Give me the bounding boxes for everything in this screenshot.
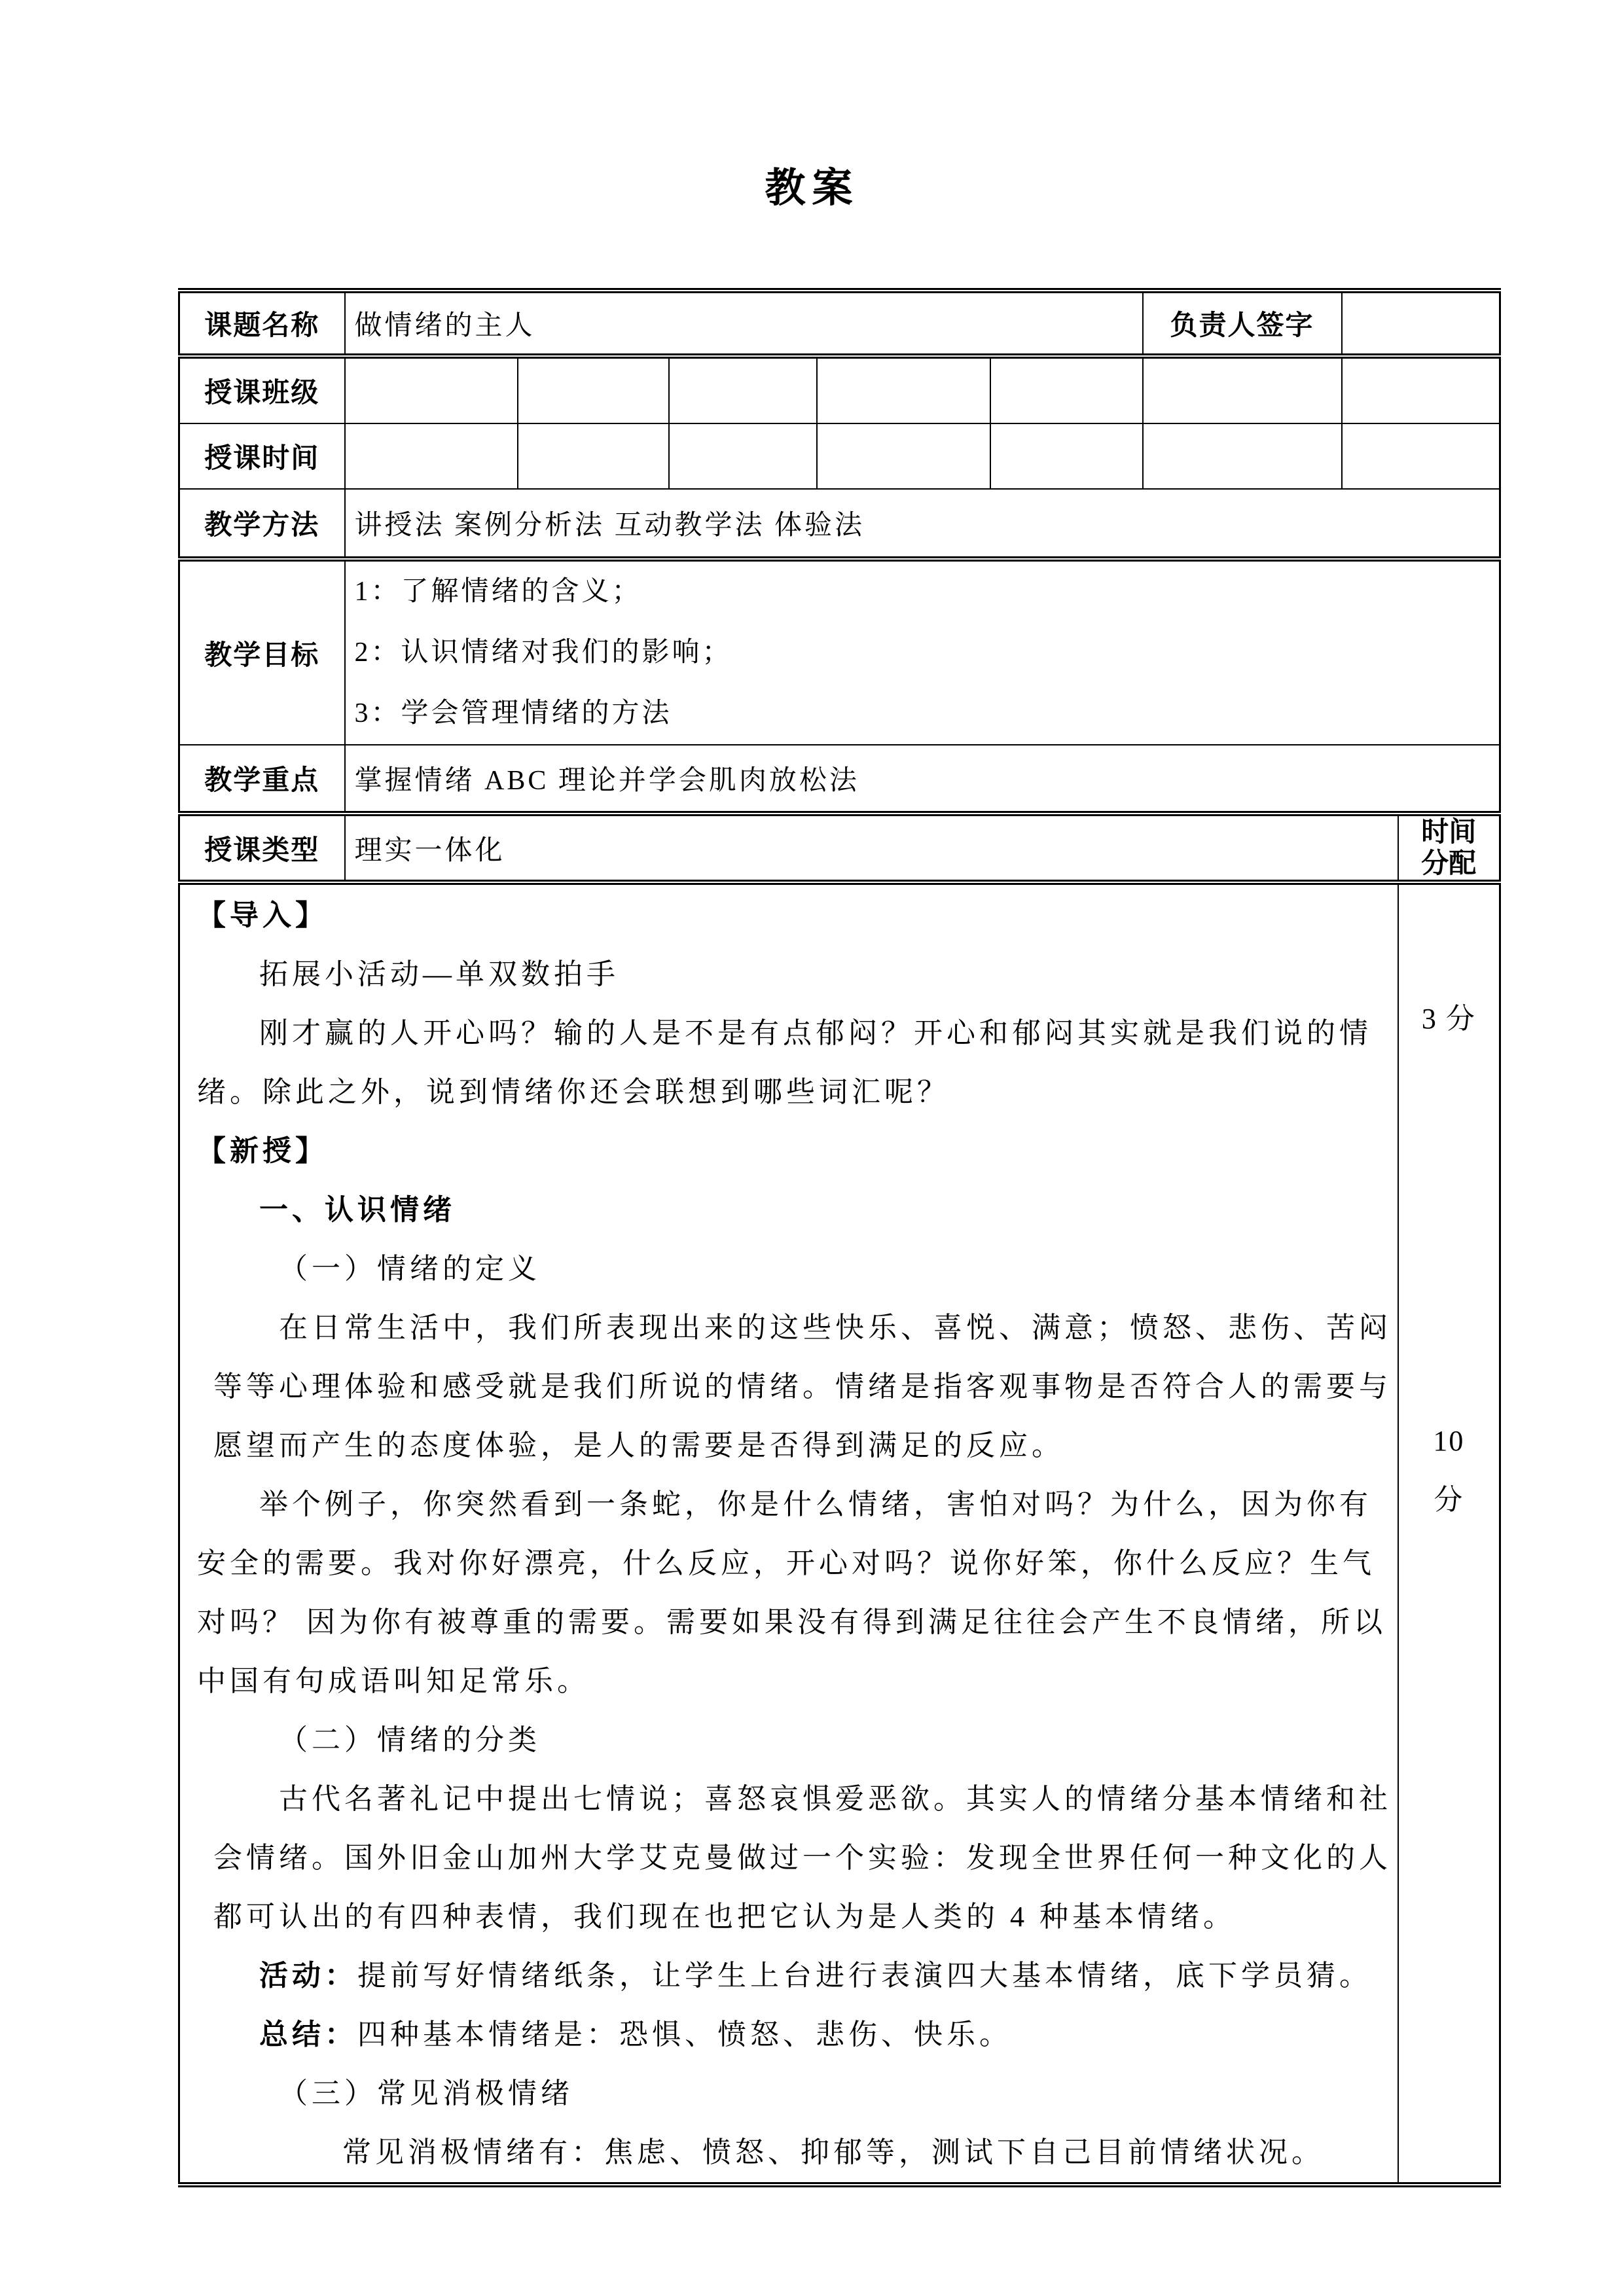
lecture-time-cell — [817, 423, 990, 489]
objective-line: 3：学会管理情绪的方法 — [354, 698, 672, 728]
class-cell — [345, 356, 518, 423]
content-area — [179, 882, 1398, 2185]
lecture-time-cell — [1342, 423, 1500, 489]
row-lecture-type — [179, 814, 1500, 882]
content-line: 古代名著礼记中提出七情说；喜怒哀惧爱恶欲。其实人的情绪分基本情绪和社 — [279, 1783, 1392, 1815]
content-line: 拓展小活动—单双数拍手 — [259, 958, 619, 990]
lesson-info-table — [178, 288, 1501, 2187]
content-line: 总结：四种基本情绪是：恐惧、愤怒、悲伤、快乐。 — [259, 2018, 1012, 2051]
class-cell — [1143, 356, 1342, 423]
content-line: 绪。除此之外，说到情绪你还会联想到哪些词汇呢？ — [197, 1076, 950, 1108]
page-title: 教案 — [765, 166, 859, 211]
content-line: 都可认出的有四种表情，我们现在也把它认为是人类的 4 种基本情绪。 — [213, 1901, 1236, 1933]
row-teaching-focus — [179, 745, 1500, 814]
content-line: 在日常生活中，我们所表现出来的这些快乐、喜悦、满意；愤怒、悲伤、苦闷 — [279, 1312, 1392, 1344]
row-lesson-content — [179, 882, 1500, 2185]
class-label: 授课班级 — [179, 356, 345, 423]
teaching-focus-label: 教学重点 — [179, 745, 345, 814]
class-cell — [1342, 356, 1500, 423]
class-cell — [518, 356, 669, 423]
class-cell — [669, 356, 817, 423]
signer-value-cell — [1342, 291, 1500, 356]
time-note-10min: 10 分 — [1433, 1425, 1465, 1516]
content-line: （三）常见消极情绪 — [279, 2077, 573, 2109]
lecture-time-cell — [1143, 423, 1342, 489]
content-line: 刚才赢的人开心吗？输的人是不是有点郁闷？开心和郁闷其实就是我们说的情 — [259, 1017, 1372, 1049]
content-line: 【新授】 — [197, 1135, 328, 1167]
time-allocation-header: 时间 分配 — [1398, 814, 1500, 882]
content-line: 中国有句成语叫知足常乐。 — [197, 1665, 590, 1697]
course-name-value: 做情绪的主人 — [345, 291, 1143, 356]
lecture-time-cell — [518, 423, 669, 489]
teaching-objective-value — [345, 559, 1500, 745]
signer-label: 负责人签字 — [1143, 291, 1342, 356]
content-line: 常见消极情绪有：焦虑、愤怒、抑郁等，测试下自己目前情绪状况。 — [342, 2136, 1324, 2168]
row-class — [179, 356, 1500, 423]
objective-line: 2：认识情绪对我们的影响； — [354, 637, 732, 668]
content-line: 等等心理体验和感受就是我们所说的情绪。情绪是指客观事物是否符合人的需要与 — [213, 1371, 1392, 1403]
teaching-objective-label: 教学目标 — [179, 559, 345, 745]
class-cell — [817, 356, 990, 423]
content-line: 一、认识情绪 — [259, 1194, 456, 1226]
content-line: 安全的需要。我对你好漂亮，什么反应，开心对吗？说你好笨，你什么反应？生气 — [197, 1547, 1375, 1579]
content-line: （一）情绪的定义 — [279, 1253, 541, 1285]
content-line: 会情绪。国外旧金山加州大学艾克曼做过一个实验：发现全世界任何一种文化的人 — [213, 1842, 1392, 1874]
teaching-method-value: 讲授法 案例分析法 互动教学法 体验法 — [345, 489, 1500, 559]
content-line: 对吗？ 因为你有被尊重的需要。需要如果没有得到满足往往会产生不良情绪，所以 — [197, 1606, 1386, 1638]
row-lecture-time — [179, 423, 1500, 489]
row-course-name — [179, 291, 1500, 356]
row-teaching-objective — [179, 559, 1500, 745]
content-line: 愿望而产生的态度体验，是人的需要是否得到满足的反应。 — [213, 1429, 1064, 1462]
content-line: 【导入】 — [197, 899, 328, 931]
lecture-time-cell — [669, 423, 817, 489]
time-note-3min: 3 分 — [1421, 1003, 1476, 1035]
time-allocation-column — [1398, 882, 1500, 2185]
lecture-time-label: 授课时间 — [179, 423, 345, 489]
content-line: 举个例子，你突然看到一条蛇，你是什么情绪，害怕对吗？为什么，因为你有 — [259, 1488, 1372, 1520]
class-cell — [990, 356, 1143, 423]
lecture-type-value: 理实一体化 — [345, 814, 1398, 882]
content-line: 活动：提前写好情绪纸条，让学生上台进行表演四大基本情绪，底下学员猜。 — [259, 1960, 1372, 1992]
lecture-type-label: 授课类型 — [179, 814, 345, 882]
course-name-label: 课题名称 — [179, 291, 345, 356]
content-line: （二）情绪的分类 — [279, 1724, 541, 1756]
teaching-focus-value: 掌握情绪 ABC 理论并学会肌肉放松法 — [345, 745, 1500, 814]
lecture-time-cell — [345, 423, 518, 489]
lecture-time-cell — [990, 423, 1143, 489]
teaching-method-label: 教学方法 — [179, 489, 345, 559]
row-teaching-method — [179, 489, 1500, 559]
objective-line: 1：了解情绪的含义； — [354, 577, 642, 607]
